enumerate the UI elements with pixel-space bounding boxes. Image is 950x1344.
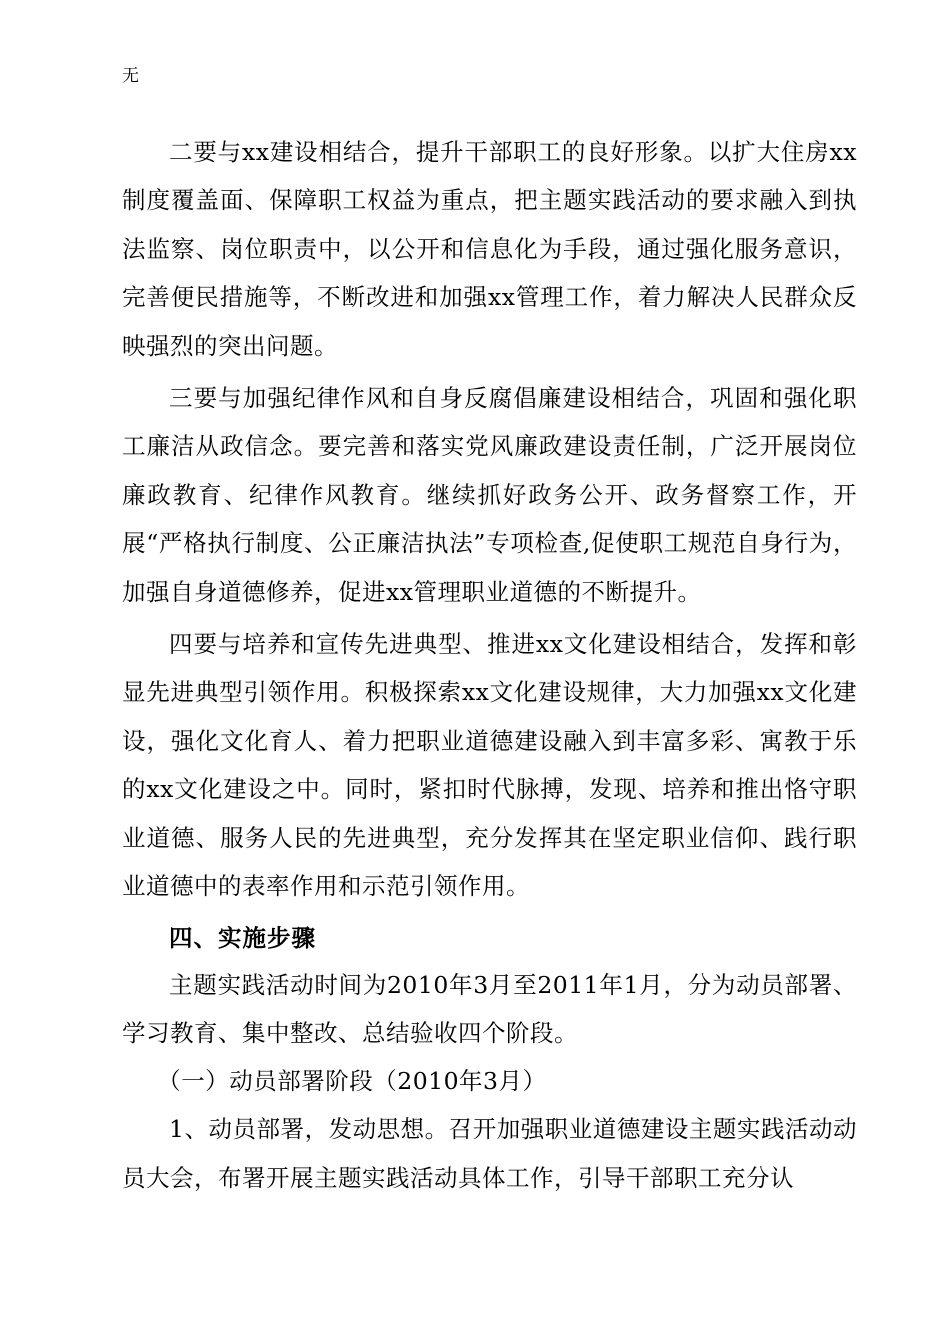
stage-heading: （一）动员部署阶段（2010年3月）: [157, 1067, 547, 1096]
page-header-label: 无: [122, 66, 139, 86]
section-intro: 主题实践活动时间为2010年3月至2011年1月，分为动员部署、学习教育、集中整改、总结验收四个阶段。: [122, 970, 857, 1047]
stage-item: 1、动员部署，发动思想。召开加强职业道德建设主题实践活动动员大会，布署开展主题实践活动具体工作，引导干部职工充分认: [122, 1115, 857, 1192]
paragraph-construction: 二要与xx建设相结合，提升干部职工的良好形象。以扩大住房xx制度覆盖面、保障职工权益为重点，把主题实践活动的要求融入到执法监察、岗位职责中，以公开和信息化为手段，通过强化服务意识，完善便民措施等，不断改进和加强xx管理工作，着力解决人民群众反映强烈的突出问题。: [122, 138, 857, 360]
paragraph-culture: 四要与培养和宣传先进典型、推进xx文化建设相结合，发挥和彰显先进典型引领作用。积极探索xx文化建设规律，大力加强xx文化建设，强化文化育人、着力把职业道德建设融入到丰富多彩、寓教于乐的xx文化建设之中。同时，紧扣时代脉搏，发现、培养和推出恪守职业道德、服务人民的先进典型，充分发挥其在坚定职业信仰、践行职业道德中的表率作用和示范引领作用。: [122, 630, 857, 901]
document-body: [122, 128, 857, 1202]
paragraph-discipline: 三要与加强纪律作风和自身反腐倡廉建设相结合，巩固和强化职工廉洁从政信念。要完善和落实党风廉政建设责任制，广泛开展岗位廉政教育、纪律作风教育。继续抓好政务公开、政务督察工作，开展“严格执行制度、公正廉洁执法”专项检查,促使职工规范自身行为，加强自身道德修养，促进xx管理职业道德的不断提升。: [122, 384, 857, 606]
section-heading: 四、实施步骤: [169, 923, 316, 952]
